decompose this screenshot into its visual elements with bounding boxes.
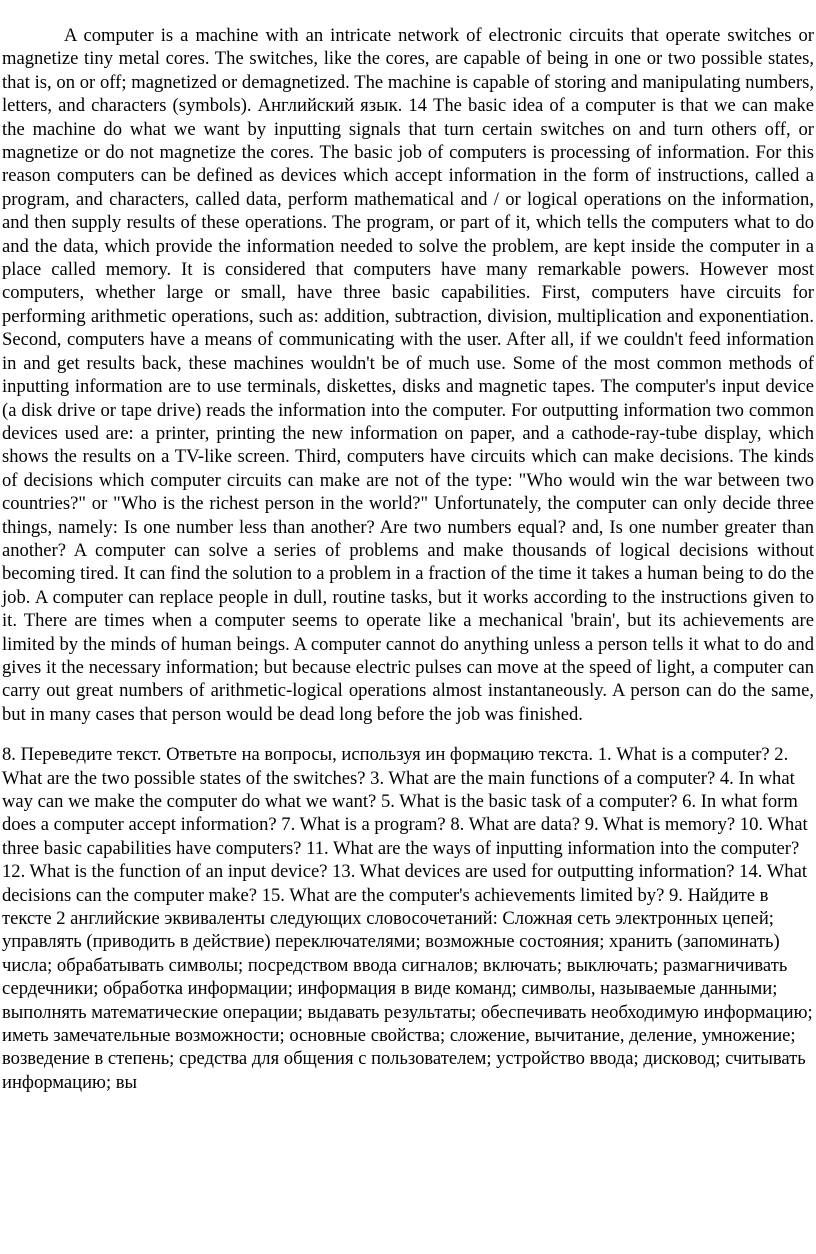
exercise-tasks-paragraph: 8. Переведите текст. Ответьте на вопросы, используя ин формацию текста. 1. What is a computer? 2. What are the two possible states of the switches? 3. What are the main functions of a computer? 4. In what way can we make the computer do what we want? 5. What is the basic task of a computer? 6. In what form does a computer accept information? 7. What is a program? 8. What are data? 9. What is memory? 10. What three basic capabilities have computers? 11. What are the ways of inputting information into the computer? 12. What is the function of an input device? 13. What devices are used for outputting information? 14. What decisions can the computer make? 15. What are the computer's achievements limited by? 9. Найдите в тексте 2 английские эквиваленты следующих словосочетаний: Сложная сеть электронных цепей; управлять (приводить в действие) переключателями; возможные состояния; хранить (запоминать) числа; обрабатывать символы; посредством ввода сигналов; включать; выключать; размагничивать сердечники; обработка информации; информация в виде команд; символы, называемые данными; выполнять математические операции; выдавать результаты; обеспечивать необходимую информацию; иметь замечательные возможности; основные свойства; сложение, вычитание, деление, умножение; возведение в степень; средства для общения с пользователем; устройство ввода; дисковод; считывать информацию; вы — [2, 744, 813, 1093]
main-text-paragraph: A computer is a machine with an intricate network of electronic circuits that operate switches or magnetize tiny metal cores. The switches, like the cores, are capable of being in one or two possible states, that is, on or off; magnetized or demagnetized. The machine is capable of storing and manipulating numbers, letters, and characters (symbols). Английский язык. 14 The basic idea of a computer is that we can make the machine do what we want by inputting signals that turn certain switches on and turn others off, or magnetize or do not magnetize the cores. The basic job of computers is processing of information. For this reason computers can be defined as devices which accept information in the form of instructions, called a program, and characters, called data, perform mathematical and / or logical operations on the information, and then supply results of these operations. The program, or part of it, which tells the computers what to do and the data, which provide the information needed to solve the problem, are kept inside the computer in a place called memory. It is considered that computers have many remarkable powers. However most computers, whether large or small, have three basic capabilities. First, computers have circuits for performing arithmetic operations, such as: addition, subtraction, division, multiplication and exponentiation. Second, computers have a means of communicating with the user. After all, if we couldn't feed information in and get results back, these machines wouldn't be of much use. Some of the most common methods of inputting information are to use terminals, diskettes, disks and magnetic tapes. The computer's input device (a disk drive or tape drive) reads the information into the computer. For outputting information two common devices used are: a printer, printing the new information on paper, and a cathode-ray-tube display, which shows the results on a TV-like screen. Third, computers have circuits which can make decisions. The kinds of decisions which computer circuits can make are not of the type: "Who would win the war between two countries?" or "Who is the richest person in the world?" Unfortunately, the computer can only decide three things, namely: Is one number less than another? Are two numbers equal? and, Is one number greater than another? A computer can solve a series of problems and make thousands of logical decisions without becoming tired. It can find the solution to a problem in a fraction of the time it takes a human being to do the job. A computer can replace people in dull, routine tasks, but it works according to the instructions given to it. There are times when a computer seems to operate like a mechanical 'brain', but its achievements are limited by the minds of human beings. A computer cannot do anything unless a person tells it what to do and gives it the necessary information; but because electric pulses can move at the speed of light, a computer can carry out great numbers of arithmetic-logical operations almost instantaneously. A person can do the same, but in many cases that person would be dead long before the job was finished. — [2, 25, 814, 725]
